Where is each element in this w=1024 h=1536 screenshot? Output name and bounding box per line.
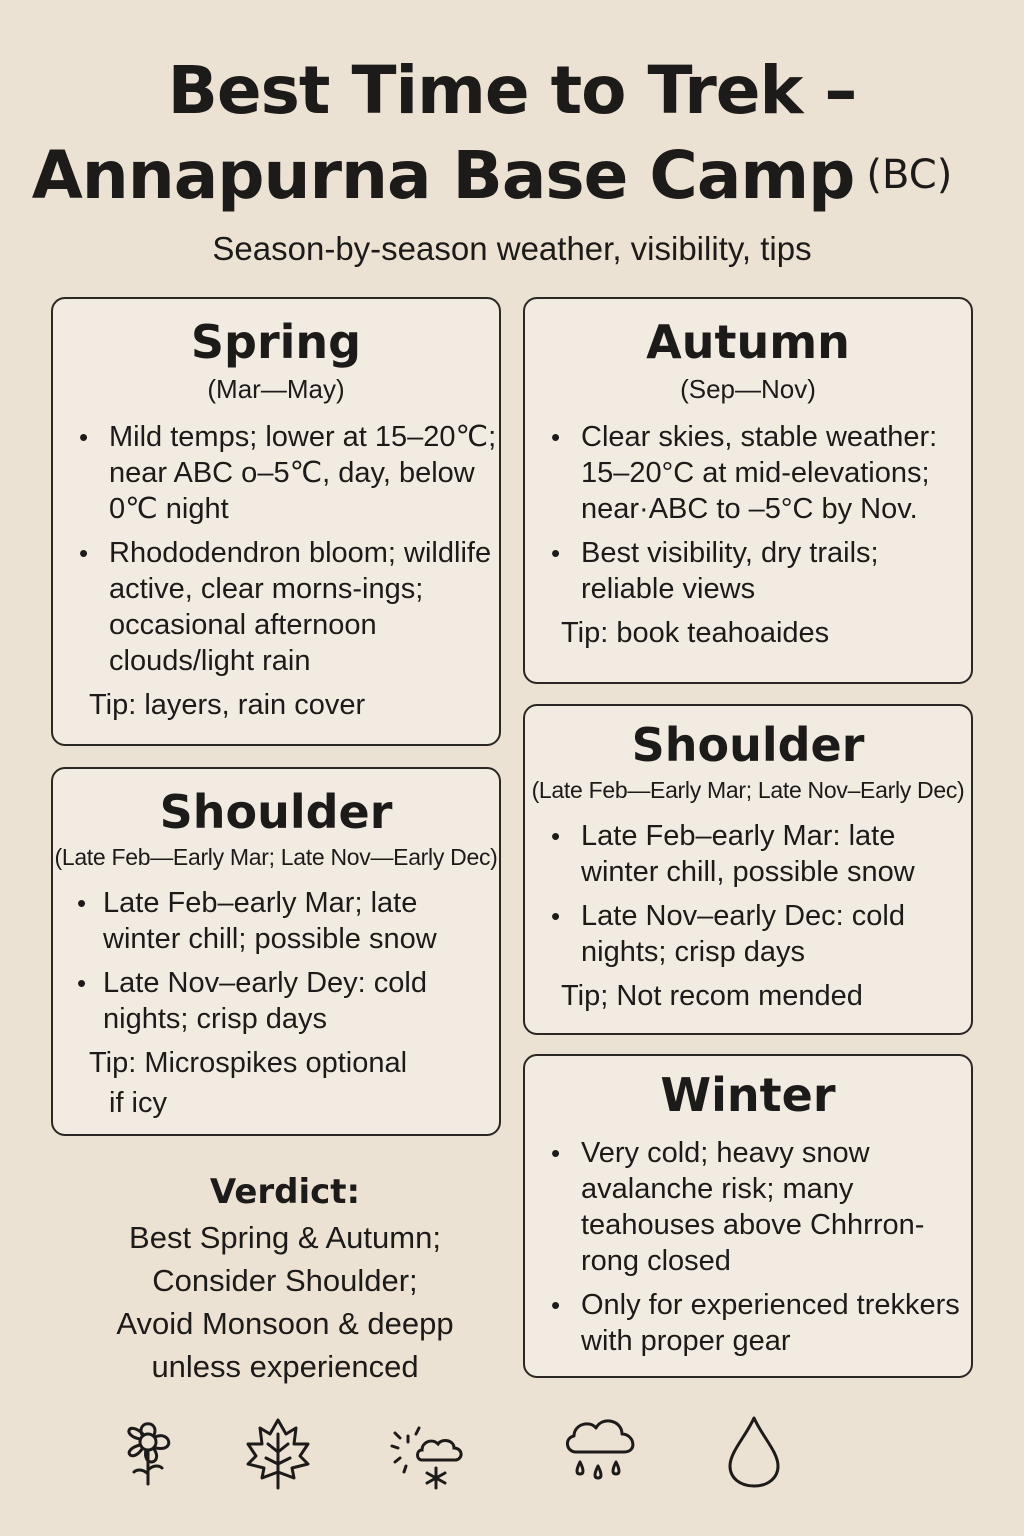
winter-title: Winter (660, 1068, 836, 1122)
list-item: • Late Nov–early Dec: cold nights; crisp days (525, 898, 971, 970)
list-item: • Only for experienced trekkers with proper gear (525, 1287, 971, 1359)
shoulder-left-tip-cont: if icy (109, 1086, 167, 1119)
verdict-line: Avoid Monsoon & deepp (116, 1306, 454, 1341)
verdict-block (60, 1172, 510, 1388)
list-item: • Late Nov–early Dey: cold nights; crisp days (53, 965, 499, 1037)
winter-bullets (525, 1135, 971, 1359)
list-item: • Best visibility, dry trails; reliable views (525, 535, 971, 607)
page-title-abbr: (BC) (866, 152, 953, 198)
autumn-card (523, 297, 973, 684)
page-title-line2 (0, 137, 1004, 214)
verdict-line: Best Spring & Autumn; (129, 1220, 441, 1255)
spring-months: (Mar—May) (207, 373, 345, 404)
shoulder-card-left (51, 767, 501, 1136)
spring-title: Spring (190, 315, 362, 369)
shoulder-left-bullets (53, 885, 499, 1037)
shoulder-right-tip: Tip; Not recom mended (561, 979, 863, 1012)
list-item: • Rhododendron bloom; wildlife active, clear morns-ings; occasional afternoon clouds/light rain (53, 535, 499, 679)
leaf-icon (238, 1412, 318, 1492)
water-drop-icon (716, 1412, 796, 1492)
shoulder-left-months: (Late Feb—Early Mar; Late Nov—Early Dec) (54, 843, 498, 870)
page-title-text: Annapurna Base Camp (31, 137, 855, 214)
verdict-line: unless experienced (151, 1349, 419, 1384)
spring-tip: Tip: layers, rain cover (89, 688, 366, 721)
autumn-tip: Tip: book teahoaides (561, 616, 830, 649)
autumn-months: (Sep—Nov) (680, 373, 816, 404)
autumn-title: Autumn (646, 315, 850, 369)
flower-icon (108, 1412, 188, 1492)
shoulder-left-tip: Tip: Microspikes optional (89, 1046, 408, 1079)
autumn-bullets (525, 419, 971, 607)
page-title-line1: Best Time to Trek – (167, 52, 857, 129)
shoulder-right-title: Shoulder (631, 718, 865, 772)
list-item: • Late Feb–early Mar: late winter chill, possible snow (525, 818, 971, 890)
shoulder-right-bullets (525, 818, 971, 970)
spring-bullets (53, 419, 499, 679)
list-item: • Clear skies, stable weather: 15–20°C at mid-elevations; near·ABC to –5°C by Nov. (525, 419, 971, 527)
page-subtitle: Season-by-season weather, visibility, tips (212, 230, 812, 267)
winter-card (523, 1054, 973, 1378)
sun-cloud-snow-icon (384, 1412, 464, 1492)
verdict-line: Consider Shoulder; (152, 1263, 418, 1298)
shoulder-card-right (523, 704, 973, 1035)
list-item: • Late Feb–early Mar; late winter chill; possible snow (53, 885, 499, 957)
shoulder-right-months: (Late Feb—Early Mar; Late Nov–Early Dec) (531, 776, 965, 803)
shoulder-left-title: Shoulder (159, 785, 393, 839)
list-item: • Very cold; heavy snow avalanche risk; many teahouses above Chhrron-rong closed (525, 1135, 971, 1279)
rain-cloud-icon (560, 1410, 640, 1490)
verdict-heading: Verdict: (209, 1172, 361, 1212)
spring-card (51, 297, 501, 746)
list-item: • Mild temps; lower at 15–20℃; near ABC o–5℃, day, below 0℃ night (53, 419, 499, 527)
